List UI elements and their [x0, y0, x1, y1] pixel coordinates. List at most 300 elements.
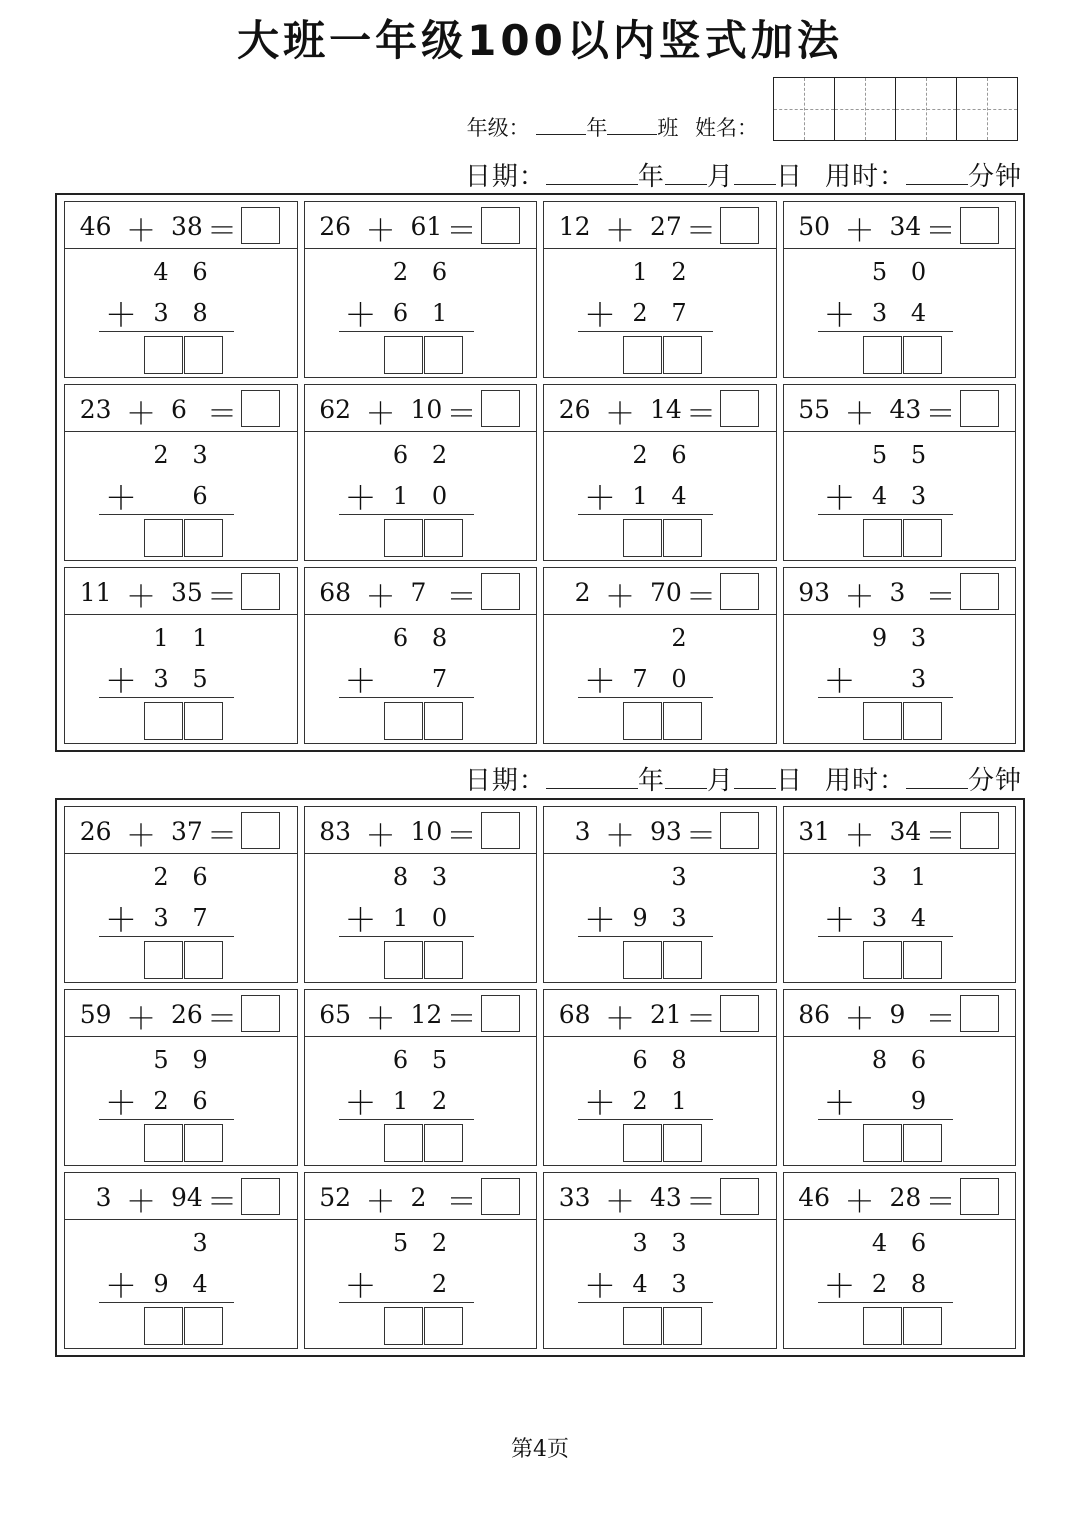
horizontal-equation — [305, 807, 537, 854]
answer-tens-box[interactable] — [144, 336, 183, 374]
vertical-b-ones: 6 — [192, 1087, 208, 1115]
answer-ones-box[interactable] — [184, 1307, 223, 1345]
answer-box[interactable] — [960, 812, 999, 849]
problem-cell — [64, 201, 298, 378]
vertical-a-tens: 5 — [153, 1046, 169, 1074]
answer-box[interactable] — [960, 1178, 999, 1215]
name-char-box[interactable] — [896, 78, 957, 140]
plus-sign: ＋ — [844, 397, 875, 432]
addend-b: 7 — [410, 578, 427, 607]
sum-line — [99, 1119, 234, 1120]
equals-sign: ＝ — [446, 214, 477, 249]
addend-a: 52 — [319, 1183, 351, 1212]
date-year-blank[interactable] — [546, 160, 638, 185]
answer-box[interactable] — [481, 390, 520, 427]
vertical-b-tens: 1 — [392, 904, 409, 932]
vertical-plus-sign: ＋ — [823, 662, 856, 700]
answer-tens-box[interactable] — [144, 1307, 183, 1345]
problem-cell — [64, 1172, 298, 1349]
answer-ones-box[interactable] — [184, 941, 223, 979]
horizontal-equation — [65, 568, 297, 615]
horizontal-equation — [305, 202, 537, 249]
horizontal-equation — [65, 990, 297, 1037]
problem-cell — [64, 384, 298, 561]
plus-sign: ＋ — [126, 819, 156, 854]
vertical-a-ones: 6 — [431, 258, 448, 286]
answer-tens-box[interactable] — [384, 519, 423, 557]
vertical-b-tens: 1 — [632, 482, 648, 510]
plus-sign: ＋ — [126, 1002, 156, 1037]
name-char-box[interactable] — [774, 78, 835, 140]
answer-ones-box[interactable] — [663, 1124, 702, 1162]
horizontal-equation — [305, 385, 537, 432]
vertical-a-tens: 1 — [153, 624, 169, 652]
sum-line — [578, 1119, 713, 1120]
vertical-b-tens: 3 — [153, 904, 169, 932]
vertical-plus-sign: ＋ — [344, 479, 377, 517]
answer-ones-box[interactable] — [184, 336, 223, 374]
date-day-blank[interactable] — [734, 160, 776, 185]
problem-cell — [304, 567, 538, 744]
vertical-b-tens: 7 — [632, 665, 648, 693]
problem-cell — [543, 201, 777, 378]
vertical-a-tens: 5 — [392, 1229, 409, 1257]
date-month-char: 月 — [706, 162, 734, 192]
vertical-b-tens: 3 — [153, 665, 169, 693]
answer-ones-box[interactable] — [424, 941, 463, 979]
answer-ones-box[interactable] — [424, 1307, 463, 1345]
grade-class-blank[interactable] — [607, 114, 657, 135]
sum-line — [99, 1302, 234, 1303]
grade-year-blank[interactable] — [536, 114, 586, 135]
answer-ones-box[interactable] — [903, 941, 942, 979]
answer-ones-box[interactable] — [424, 702, 463, 740]
answer-box[interactable] — [481, 573, 520, 610]
addend-b: 93 — [650, 817, 682, 846]
plus-sign: ＋ — [844, 214, 875, 249]
answer-box[interactable] — [481, 995, 520, 1032]
plus-sign: ＋ — [605, 819, 635, 854]
vertical-plus-sign: ＋ — [105, 296, 138, 334]
addend-b: 28 — [889, 1183, 922, 1212]
date-month-blank[interactable] — [665, 160, 707, 185]
answer-box[interactable] — [960, 207, 999, 244]
equals-sign: ＝ — [686, 214, 716, 249]
plus-sign: ＋ — [844, 1185, 875, 1220]
answer-box[interactable] — [241, 812, 280, 849]
date-year-char: 年 — [637, 162, 665, 192]
vertical-b-tens: 9 — [632, 904, 648, 932]
horizontal-equation — [544, 990, 776, 1037]
sum-line — [99, 936, 234, 937]
equals-sign: ＝ — [686, 1185, 716, 1220]
answer-ones-box[interactable] — [424, 1124, 463, 1162]
horizontal-equation — [305, 1173, 537, 1220]
answer-box[interactable] — [720, 812, 759, 849]
time-used-label: 用时： — [824, 766, 906, 796]
addend-b: 12 — [410, 1000, 443, 1029]
answer-tens-box[interactable] — [623, 1307, 662, 1345]
addend-a: 55 — [798, 395, 830, 424]
answer-ones-box[interactable] — [903, 519, 942, 557]
problem-cell — [304, 201, 538, 378]
sum-line — [339, 514, 474, 515]
horizontal-equation — [784, 202, 1016, 249]
answer-ones-box[interactable] — [184, 1124, 223, 1162]
addend-a: 2 — [574, 578, 591, 607]
vertical-plus-sign: ＋ — [823, 1267, 856, 1305]
horizontal-equation — [544, 385, 776, 432]
answer-tens-box[interactable] — [863, 1124, 902, 1162]
vertical-b-tens: 3 — [871, 904, 888, 932]
equals-sign: ＝ — [446, 1185, 477, 1220]
vertical-b-ones: 0 — [671, 665, 687, 693]
answer-tens-box[interactable] — [144, 702, 183, 740]
addend-b: 70 — [650, 578, 682, 607]
answer-box[interactable] — [960, 995, 999, 1032]
addend-b: 10 — [410, 395, 443, 424]
answer-box[interactable] — [960, 390, 999, 427]
addend-b: 21 — [650, 1000, 682, 1029]
answer-tens-box[interactable] — [863, 336, 902, 374]
minutes-blank[interactable] — [906, 764, 968, 789]
answer-ones-box[interactable] — [903, 1124, 942, 1162]
minutes-char: 分钟 — [967, 162, 1022, 192]
answer-tens-box[interactable] — [384, 702, 423, 740]
addend-b: 35 — [171, 578, 203, 607]
grade-class-char: 班 — [657, 116, 679, 140]
vertical-b-ones: 8 — [192, 299, 208, 327]
vertical-plus-sign: ＋ — [584, 1267, 617, 1305]
answer-ones-box[interactable] — [663, 1307, 702, 1345]
answer-box[interactable] — [241, 995, 280, 1032]
plus-sign: ＋ — [126, 580, 156, 615]
equals-sign: ＝ — [925, 397, 956, 432]
vertical-plus-sign: ＋ — [823, 901, 856, 939]
date-day-blank[interactable] — [734, 764, 776, 789]
vertical-a-ones: 6 — [910, 1046, 927, 1074]
equals-sign: ＝ — [207, 1185, 237, 1220]
problem-cell — [543, 567, 777, 744]
addend-b: 61 — [410, 212, 443, 241]
equals-sign: ＝ — [446, 819, 477, 854]
equals-sign: ＝ — [925, 580, 956, 615]
equals-sign: ＝ — [446, 397, 477, 432]
vertical-b-tens: 2 — [153, 1087, 169, 1115]
addend-a: 46 — [79, 212, 112, 241]
vertical-b-ones: 0 — [431, 482, 448, 510]
answer-tens-box[interactable] — [144, 519, 183, 557]
answer-box[interactable] — [960, 573, 999, 610]
horizontal-equation — [784, 385, 1016, 432]
horizontal-equation — [784, 807, 1016, 854]
vertical-b-tens: 2 — [871, 1270, 888, 1298]
answer-box[interactable] — [241, 573, 280, 610]
sum-line — [578, 514, 713, 515]
answer-tens-box[interactable] — [384, 336, 423, 374]
vertical-b-ones: 4 — [910, 299, 927, 327]
sum-line — [339, 331, 474, 332]
answer-box[interactable] — [241, 1178, 280, 1215]
plus-sign: ＋ — [844, 580, 875, 615]
horizontal-equation — [784, 1173, 1016, 1220]
sum-line — [818, 697, 953, 698]
plus-sign: ＋ — [605, 397, 635, 432]
vertical-a-ones: 3 — [192, 1229, 208, 1257]
date-time-row — [465, 156, 1022, 193]
answer-box[interactable] — [481, 1178, 520, 1215]
date-day-char: 日 — [775, 162, 803, 192]
vertical-a-ones: 1 — [192, 624, 208, 652]
addend-b: 10 — [410, 817, 443, 846]
vertical-b-ones: 7 — [192, 904, 208, 932]
vertical-plus-sign: ＋ — [584, 662, 617, 700]
addend-a: 83 — [319, 817, 351, 846]
addend-b: 34 — [889, 212, 922, 241]
equals-sign: ＝ — [925, 214, 956, 249]
vertical-a-tens: 3 — [632, 1229, 648, 1257]
plus-sign: ＋ — [844, 1002, 875, 1037]
vertical-a-ones: 8 — [671, 1046, 687, 1074]
vertical-a-ones: 2 — [431, 441, 448, 469]
answer-ones-box[interactable] — [663, 336, 702, 374]
vertical-b-tens: 9 — [153, 1270, 169, 1298]
plus-sign: ＋ — [365, 214, 396, 249]
answer-tens-box[interactable] — [863, 941, 902, 979]
name-boxes — [773, 77, 1018, 141]
problem-cell — [783, 201, 1017, 378]
addend-a: 46 — [798, 1183, 830, 1212]
vertical-plus-sign: ＋ — [344, 1084, 377, 1122]
answer-box[interactable] — [720, 390, 759, 427]
addend-b: 26 — [171, 1000, 203, 1029]
sum-line — [578, 936, 713, 937]
problem-cell — [783, 567, 1017, 744]
vertical-a-tens: 2 — [153, 863, 169, 891]
date-time-row — [465, 760, 1022, 797]
plus-sign: ＋ — [844, 819, 875, 854]
answer-box[interactable] — [481, 812, 520, 849]
addend-a: 11 — [79, 578, 112, 607]
problem-cell — [543, 1172, 777, 1349]
answer-ones-box[interactable] — [903, 702, 942, 740]
answer-box[interactable] — [720, 573, 759, 610]
answer-ones-box[interactable] — [903, 1307, 942, 1345]
addend-a: 93 — [798, 578, 830, 607]
vertical-a-ones: 3 — [192, 441, 208, 469]
plus-sign: ＋ — [605, 1185, 635, 1220]
sum-line — [339, 936, 474, 937]
problem-cell — [783, 989, 1017, 1166]
vertical-a-ones: 3 — [910, 624, 927, 652]
plus-sign: ＋ — [605, 580, 635, 615]
answer-tens-box[interactable] — [863, 1307, 902, 1345]
date-year-char: 年 — [637, 766, 665, 796]
worksheet-title: 大班一年级100以内竖式加法 — [237, 16, 843, 65]
answer-tens-box[interactable] — [623, 941, 662, 979]
addend-a: 68 — [319, 578, 351, 607]
equals-sign: ＝ — [207, 397, 237, 432]
answer-box[interactable] — [241, 207, 280, 244]
addend-a: 59 — [79, 1000, 112, 1029]
vertical-b-ones: 4 — [671, 482, 687, 510]
equals-sign: ＝ — [446, 580, 477, 615]
vertical-plus-sign: ＋ — [105, 901, 138, 939]
horizontal-equation — [544, 202, 776, 249]
vertical-b-ones: 2 — [431, 1270, 448, 1298]
addend-a: 68 — [558, 1000, 591, 1029]
date-label: 日期： — [464, 766, 546, 796]
vertical-a-tens: 6 — [392, 441, 409, 469]
answer-tens-box[interactable] — [623, 702, 662, 740]
vertical-a-tens: 8 — [871, 1046, 888, 1074]
vertical-plus-sign: ＋ — [344, 1267, 377, 1305]
name-char-box[interactable] — [957, 78, 1018, 140]
addend-a: 26 — [79, 817, 112, 846]
sum-line — [818, 1302, 953, 1303]
answer-tens-box[interactable] — [384, 941, 423, 979]
date-month-blank[interactable] — [665, 764, 707, 789]
addend-b: 38 — [171, 212, 203, 241]
problem-cell — [304, 989, 538, 1166]
answer-tens-box[interactable] — [863, 702, 902, 740]
vertical-plus-sign: ＋ — [105, 662, 138, 700]
vertical-b-ones: 7 — [431, 665, 448, 693]
answer-ones-box[interactable] — [903, 336, 942, 374]
answer-tens-box[interactable] — [144, 1124, 183, 1162]
horizontal-equation — [65, 1173, 297, 1220]
vertical-a-ones: 6 — [910, 1229, 927, 1257]
answer-ones-box[interactable] — [184, 702, 223, 740]
vertical-b-ones: 4 — [192, 1270, 208, 1298]
answer-tens-box[interactable] — [623, 519, 662, 557]
vertical-b-tens: 1 — [392, 1087, 409, 1115]
equals-sign: ＝ — [686, 1002, 716, 1037]
addend-a: 62 — [319, 395, 351, 424]
problem-cell — [543, 989, 777, 1166]
date-year-blank[interactable] — [546, 764, 638, 789]
vertical-b-ones: 5 — [192, 665, 208, 693]
minutes-blank[interactable] — [906, 160, 968, 185]
addend-a: 33 — [558, 1183, 591, 1212]
name-char-box[interactable] — [835, 78, 896, 140]
vertical-b-ones: 3 — [671, 1270, 687, 1298]
vertical-a-ones: 0 — [910, 258, 927, 286]
answer-box[interactable] — [720, 207, 759, 244]
vertical-b-ones: 3 — [671, 904, 687, 932]
addend-b: 6 — [171, 395, 187, 424]
grade-label: 年级： — [466, 116, 530, 140]
addend-b: 43 — [650, 1183, 682, 1212]
time-used-label: 用时： — [824, 162, 906, 192]
answer-ones-box[interactable] — [663, 519, 702, 557]
horizontal-equation — [544, 568, 776, 615]
vertical-b-ones: 3 — [910, 482, 927, 510]
horizontal-equation — [305, 568, 537, 615]
answer-box[interactable] — [241, 390, 280, 427]
vertical-a-tens: 4 — [871, 1229, 888, 1257]
plus-sign: ＋ — [126, 397, 156, 432]
vertical-b-ones: 8 — [910, 1270, 927, 1298]
vertical-b-ones: 0 — [431, 904, 448, 932]
answer-tens-box[interactable] — [623, 1124, 662, 1162]
vertical-a-ones: 5 — [910, 441, 927, 469]
answer-tens-box[interactable] — [623, 336, 662, 374]
equals-sign: ＝ — [925, 1185, 956, 1220]
addend-b: 34 — [889, 817, 922, 846]
equals-sign: ＝ — [686, 580, 716, 615]
sum-line — [818, 936, 953, 937]
plus-sign: ＋ — [605, 1002, 635, 1037]
answer-tens-box[interactable] — [384, 1124, 423, 1162]
plus-sign: ＋ — [365, 397, 396, 432]
addend-a: 3 — [574, 817, 591, 846]
vertical-a-ones: 8 — [431, 624, 448, 652]
vertical-a-tens: 2 — [632, 441, 648, 469]
vertical-a-ones: 5 — [431, 1046, 448, 1074]
answer-tens-box[interactable] — [863, 519, 902, 557]
answer-ones-box[interactable] — [663, 702, 702, 740]
addend-b: 94 — [171, 1183, 203, 1212]
student-info-row — [467, 112, 758, 142]
answer-tens-box[interactable] — [384, 1307, 423, 1345]
vertical-a-ones: 6 — [192, 863, 208, 891]
sum-line — [578, 331, 713, 332]
equals-sign: ＝ — [207, 819, 237, 854]
answer-box[interactable] — [720, 995, 759, 1032]
addend-b: 9 — [889, 1000, 906, 1029]
vertical-a-ones: 2 — [431, 1229, 448, 1257]
horizontal-equation — [65, 202, 297, 249]
addend-b: 3 — [889, 578, 906, 607]
horizontal-equation — [784, 568, 1016, 615]
date-label: 日期： — [464, 162, 546, 192]
addend-a: 26 — [319, 212, 351, 241]
answer-box[interactable] — [481, 207, 520, 244]
vertical-plus-sign: ＋ — [105, 1084, 138, 1122]
answer-ones-box[interactable] — [424, 519, 463, 557]
problem-cell — [64, 567, 298, 744]
vertical-b-ones: 3 — [910, 665, 927, 693]
answer-ones-box[interactable] — [663, 941, 702, 979]
problem-cell — [304, 384, 538, 561]
answer-ones-box[interactable] — [424, 336, 463, 374]
equals-sign: ＝ — [207, 1002, 237, 1037]
equals-sign: ＝ — [686, 819, 716, 854]
answer-box[interactable] — [720, 1178, 759, 1215]
addend-a: 12 — [558, 212, 591, 241]
vertical-plus-sign: ＋ — [344, 662, 377, 700]
vertical-a-tens: 3 — [871, 863, 888, 891]
name-label: 姓名： — [695, 116, 758, 140]
vertical-b-tens: 2 — [632, 299, 648, 327]
sum-line — [578, 1302, 713, 1303]
vertical-plus-sign: ＋ — [823, 479, 856, 517]
problem-section-1 — [55, 193, 1025, 752]
vertical-a-ones: 9 — [192, 1046, 208, 1074]
answer-tens-box[interactable] — [144, 941, 183, 979]
plus-sign: ＋ — [126, 1185, 156, 1220]
answer-ones-box[interactable] — [184, 519, 223, 557]
horizontal-equation — [305, 990, 537, 1037]
vertical-a-tens: 6 — [632, 1046, 648, 1074]
vertical-a-tens: 2 — [153, 441, 169, 469]
problem-cell — [64, 989, 298, 1166]
problem-cell — [304, 806, 538, 983]
vertical-a-tens: 9 — [871, 624, 888, 652]
vertical-plus-sign: ＋ — [584, 479, 617, 517]
vertical-a-tens: 5 — [871, 258, 888, 286]
